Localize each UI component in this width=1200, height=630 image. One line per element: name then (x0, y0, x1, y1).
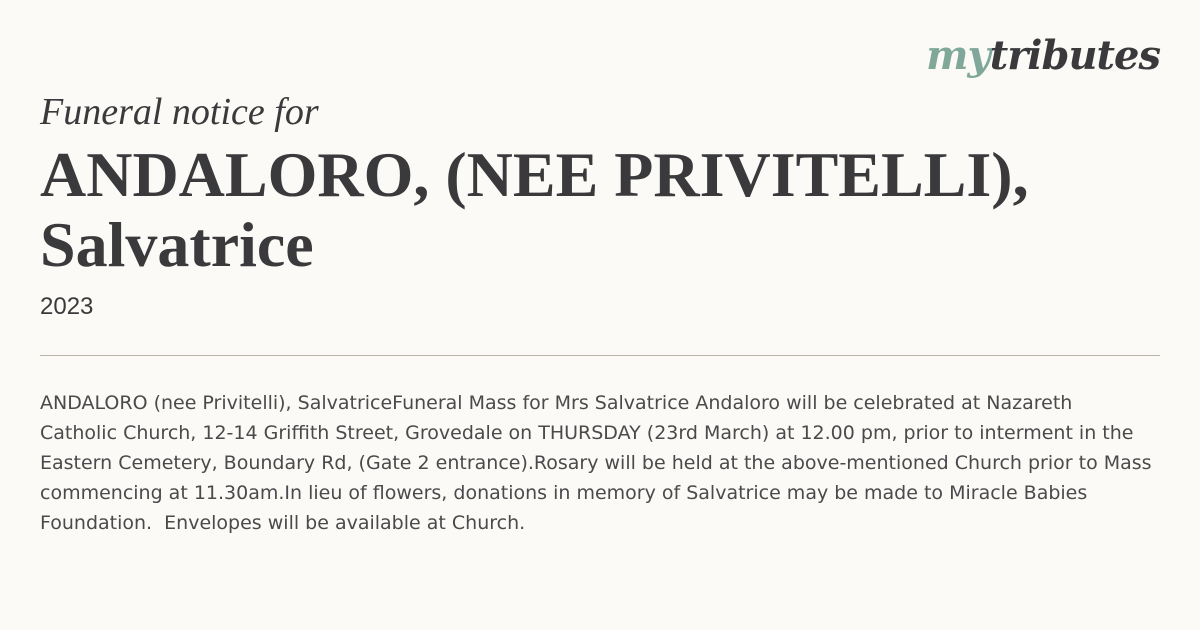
mytributes-logo[interactable] (926, 32, 1160, 79)
logo-my: my (926, 32, 990, 79)
notice-eyebrow: Funeral notice for (40, 91, 319, 133)
divider (40, 355, 1160, 356)
deceased-name: ANDALORO, (NEE PRIVITELLI), Salvatrice (40, 139, 1029, 280)
notice-body: ANDALORO (nee Privitelli), SalvatriceFuneral Mass for Mrs Salvatrice Andaloro will be celebrated at Nazareth Catholic Church, 12-14 Griffith Street, Grovedale on THURSDAY (23rd March) at 12.00 pm, prior to interment in the Eastern Cemetery, Boundary Rd, (Gate 2 entrance).Rosary will be held at the above-mentioned Church prior to Mass commencing at 11.30am.In lieu of flowers, donations in memory of Salvatrice may be made to Miracle Babies Foundation. Envelopes will be available at Church. (40, 392, 1158, 534)
logo-tributes: tributes (989, 32, 1160, 79)
notice-year: 2023 (40, 293, 94, 320)
